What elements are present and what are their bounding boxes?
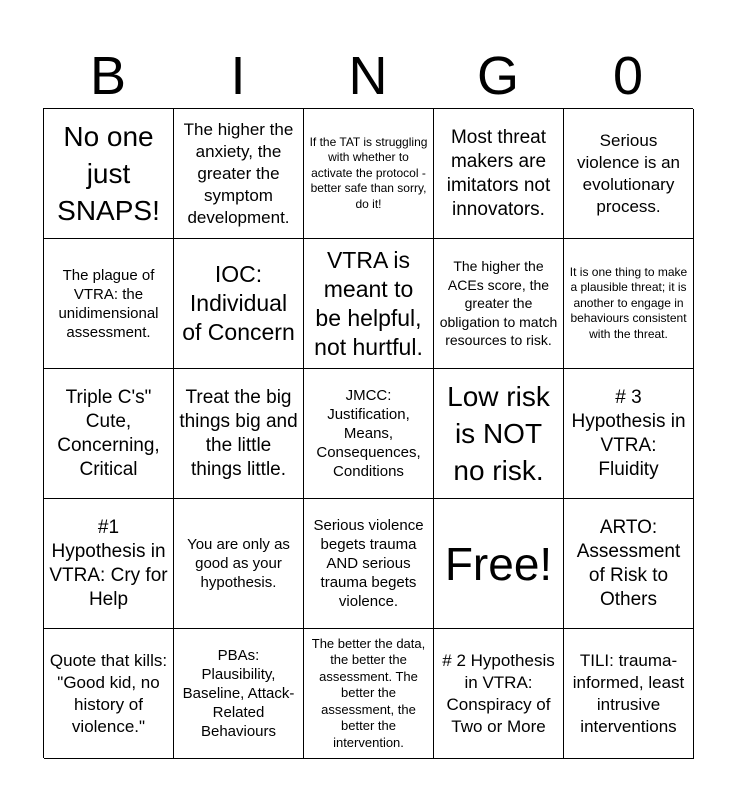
cell-text: The higher the ACEs score, the greater the obligation to match resources to risk. [439, 258, 558, 349]
cell-text: The better the data, the better the assessment. The better the assessment, the better the intervention. [311, 635, 426, 750]
bingo-header [43, 44, 693, 108]
header-letter-g: G [476, 46, 519, 106]
cell-text: No one just SNAPS! [57, 121, 160, 226]
bingo-cell[interactable] [564, 239, 694, 369]
cell-text: You are only as good as your hypothesis. [187, 536, 290, 591]
free-space[interactable] [434, 499, 564, 629]
cell-text: Triple C's" Cute, Concerning, Critical [57, 386, 160, 480]
bingo-cell[interactable] [44, 239, 174, 369]
bingo-board [43, 108, 693, 758]
header-letter-b: B [89, 46, 127, 106]
bingo-cell[interactable] [564, 499, 694, 629]
cell-text: # 3 Hypothesis in VTRA: Fluidity [571, 386, 686, 480]
bingo-cell[interactable] [434, 109, 564, 239]
bingo-cell[interactable] [304, 499, 434, 629]
bingo-cell[interactable] [304, 239, 434, 369]
bingo-cell[interactable] [434, 369, 564, 499]
bingo-cell[interactable] [174, 629, 304, 759]
bingo-cell[interactable] [44, 499, 174, 629]
bingo-cell[interactable] [174, 109, 304, 239]
cell-text: # 2 Hypothesis in VTRA: Conspiracy of Two or More [442, 650, 555, 736]
cell-text: VTRA is meant to be helpful, not hurtful. [314, 246, 423, 360]
bingo-cell[interactable] [174, 239, 304, 369]
cell-text: Quote that kills: "Good kid, no history of violence." [49, 650, 168, 736]
cell-text: TILI: trauma-informed, least intrusive interventions [572, 650, 685, 736]
cell-text: It is one thing to make a plausible threat; it is another to engage in behaviours consistent with the threat. [569, 264, 688, 341]
cell-text: ARTO: Assessment of Risk to Others [576, 516, 681, 610]
cell-text: Serious violence begets trauma AND serious trauma begets violence. [313, 517, 424, 610]
bingo-cell[interactable] [174, 499, 304, 629]
bingo-cell[interactable] [564, 109, 694, 239]
bingo-cell[interactable] [564, 629, 694, 759]
bingo-cell[interactable] [44, 369, 174, 499]
bingo-cell[interactable] [434, 239, 564, 369]
cell-text: Treat the big things big and the little things little. [179, 386, 298, 480]
cell-text: Low risk is NOT no risk. [447, 381, 550, 486]
cell-text: If the TAT is struggling with whether to activate the protocol - better safe than sorry, do it! [309, 134, 428, 211]
bingo-cell[interactable] [304, 629, 434, 759]
cell-text: PBAs: Plausibility, Baseline, Attack-Related Behaviours [182, 647, 295, 740]
bingo-cell[interactable] [174, 369, 304, 499]
bingo-cell[interactable] [44, 629, 174, 759]
cell-text: Serious violence is an evolutionary process. [576, 130, 680, 216]
header-letter-n: N [348, 46, 388, 106]
bingo-cell[interactable] [564, 369, 694, 499]
bingo-cell[interactable] [304, 109, 434, 239]
header-letter-o: 0 [612, 46, 644, 106]
header-letter-i: I [230, 46, 246, 106]
cell-text: Most threat makers are imitators not innovators. [446, 126, 551, 220]
cell-text: The plague of VTRA: the unidimensional assessment. [58, 266, 159, 341]
bingo-cell[interactable] [434, 629, 564, 759]
cell-text: JMCC: Justification, Means, Consequences, Conditions [316, 387, 421, 480]
bingo-cell[interactable] [304, 369, 434, 499]
free-space-label: Free! [444, 537, 553, 590]
cell-text: #1 Hypothesis in VTRA: Cry for Help [49, 516, 168, 610]
bingo-cell[interactable] [44, 109, 174, 239]
cell-text: The higher the anxiety, the greater the symptom development. [183, 119, 294, 227]
cell-text: IOC: Individual of Concern [182, 261, 295, 345]
